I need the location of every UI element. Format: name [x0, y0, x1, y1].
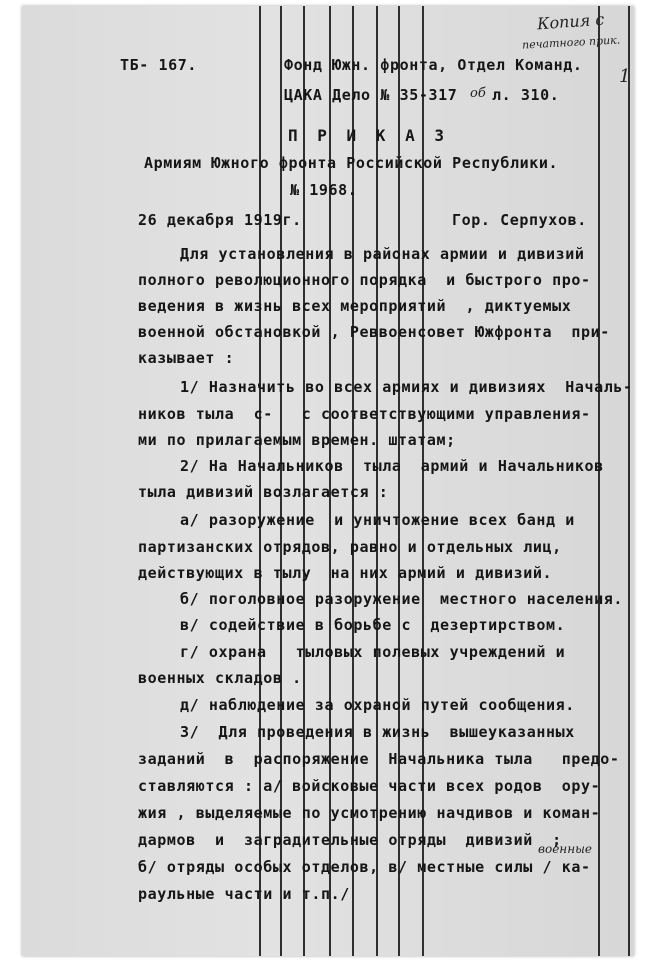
header-archive: ЦАКА Дело № 35-317 [284, 86, 458, 104]
body-line: жия , выделяемые по усмотрению начдивов и коман- [138, 804, 601, 822]
handwritten-insert: военные [538, 842, 592, 856]
body-line: дармов и заградительные отряды дивизий ; [138, 831, 562, 849]
body-line: г/ охрана тыловых полевых учреждений и [180, 643, 566, 661]
handwritten-margin-mark: 1 [619, 66, 631, 87]
page-title: П Р И К А З [288, 126, 449, 145]
body-line: ников тыла с- с соответствующими управления- [138, 405, 591, 423]
order-date: 26 декабря 1919г. [138, 211, 302, 229]
handwritten-archive-mark: об [470, 86, 486, 101]
body-line: 3/ Для проведения в жизнь вышеуказанных [180, 723, 575, 741]
body-line: полного революционного порядка и быстрого про- [138, 271, 591, 289]
body-line: действующих в тылу на них армий и дивизий. [138, 564, 553, 582]
header-number: ТБ- 167. [120, 56, 198, 74]
body-line: тыла дивизий возлагается : [138, 483, 389, 501]
order-number: № 1968. [290, 181, 358, 199]
order-city: Гор. Серпухов. [452, 211, 587, 229]
body-line: партизанских отрядов, равно и отдельных лиц, [138, 538, 562, 556]
body-line: а/ разоружение и уничтожение всех банд и [180, 511, 575, 529]
handwritten-note: печатного прик. [521, 33, 621, 52]
document-page [22, 6, 634, 956]
body-line: ставляются : а/ войсковые части всех родов ору- [138, 777, 601, 795]
body-line: казывает : [138, 349, 235, 367]
body-line: ведения в жизнь всех мероприятий , диктуемых [138, 297, 572, 315]
body-line: ми по прилагаемым времен. штатам; [138, 431, 456, 449]
handwritten-note: Копия с [536, 9, 605, 34]
body-line: военной обстановкой , Реввоенсовет Южфронта при- [138, 323, 610, 341]
body-line: б/ поголовное разоружение местного населения. [180, 590, 624, 608]
body-line: заданий в распоряжение Начальника тыла предо- [138, 750, 620, 768]
ruled-line [628, 6, 630, 956]
body-line: 1/ Назначить во всех армиях и дивизиях Началь- [180, 378, 633, 396]
header-fond: Фонд Южн. фронта, Отдел Команд. [284, 56, 583, 74]
order-subtitle: Армиям Южного фронта Российской Республики. [144, 154, 559, 172]
body-line: 2/ На Начальников тыла армий и Начальников [180, 457, 604, 475]
body-line: Для установления в районах армии и дивизий [180, 245, 585, 263]
body-line: раульные части и т.п./ [138, 885, 350, 903]
body-line: военных складов . [138, 669, 302, 687]
body-line: в/ содействие в борьбе с дезертирством. [180, 616, 566, 634]
body-line: д/ наблюдение за охраной путей сообщения. [180, 696, 575, 714]
body-line: б/ отряды особых отделов, в/ местные силы / ка- [138, 858, 591, 876]
header-sheet: л. 310. [492, 86, 560, 104]
